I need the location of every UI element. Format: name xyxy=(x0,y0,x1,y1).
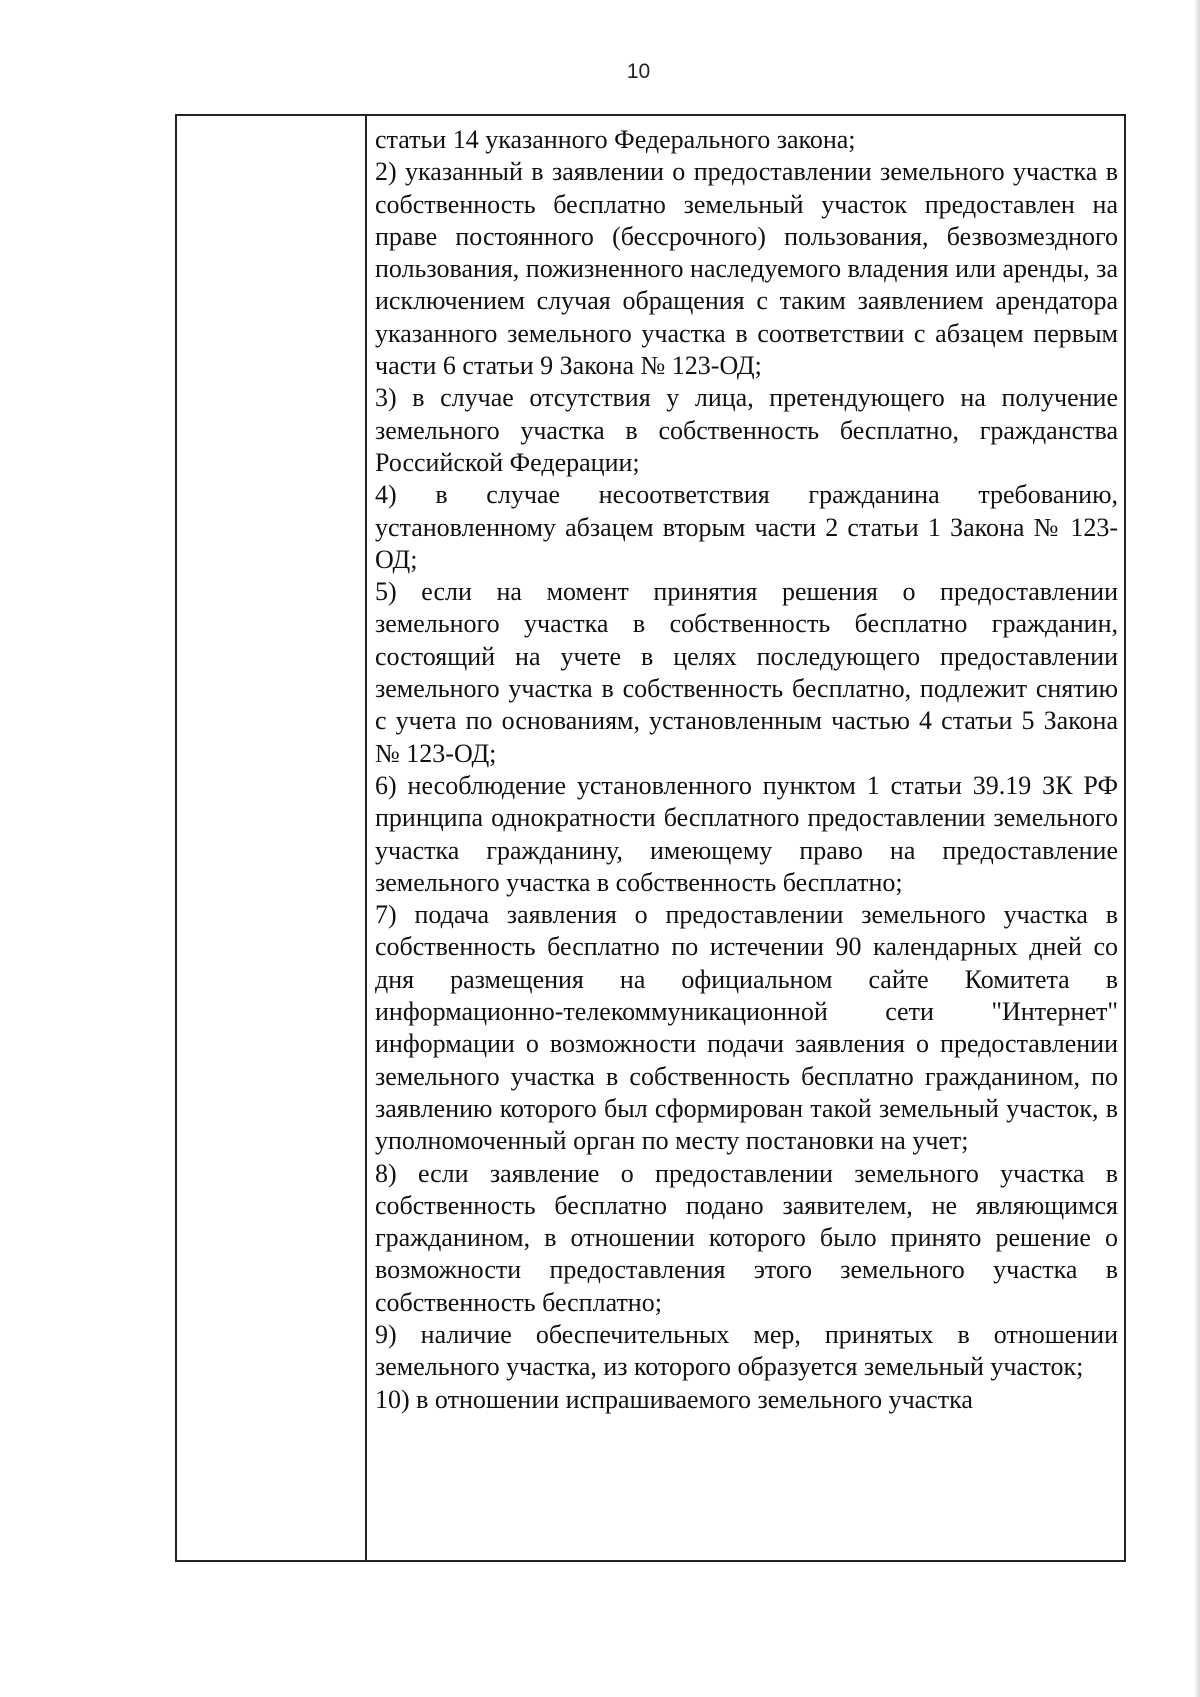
paragraph-item-10: 10) в отношении испрашиваемого земельного участка xyxy=(375,1384,973,1414)
page-number: 10 xyxy=(626,60,651,83)
paragraph-item-6: 6) несоблюдение установленного пунктом 1 статьи 39.19 ЗК РФ принципа однократности бесплатного предоставлении земельного участка гражданину, имеющему право на предоставление земельного участка в собственность бесплатно; xyxy=(375,770,1118,897)
document-table xyxy=(175,114,1126,1562)
paragraph-item-7: 7) подача заявления о предоставлении земельного участка в собственность бесплатно по истечении 90 календарных дней со дня размещения на официальном сайте Комитета в информационно-телекоммуникационной сети "Интернет" информации о возможности подачи заявления о предоставлении земельного участка в собственность бесплатно гражданином, по заявлению которого был сформирован такой земельный участок, в уполномоченный орган по месту постановки на учет; xyxy=(375,900,1118,1156)
paragraph-continuation: статьи 14 указанного Федерального закона; xyxy=(375,125,856,154)
paragraph-item-5: 5) если на момент принятия решения о предоставлении земельного участка в собственность бесплатно гражданин, состоящий на учете в целях последующего предоставлении земельного участка в собственность бесплатно, подлежит снятию с учета по основаниям, установленным частью 4 статьи 5 Закона № 123-ОД; xyxy=(375,577,1118,768)
paragraph-item-8: 8) если заявление о предоставлении земельного участка в собственность бесплатно подано заявителем, не являющимся гражданином, в отношении которого было принято решение о возможности предоставления этого земельного участка в собственность бесплатно; xyxy=(375,1158,1118,1317)
table-left-cell xyxy=(177,116,367,1560)
paragraph-item-2: 2) указанный в заявлении о предоставлении земельного участка в собственность бесплатно земельный участок предоставлен на праве постоянного (бессрочного) пользования, безвозмездного пользования, пожизненного наследуемого владения или аренды, за исключением случая обращения с таким заявлением арендатора указанного земельного участка в соответствии с абзацем первым части 6 статьи 9 Закона № 123-ОД; xyxy=(375,157,1118,381)
paragraph-item-4: 4) в случае несоответствия гражданина требованию, установленному абзацем вторым части 2 статьи 1 Закона № 123-ОД; xyxy=(375,480,1118,574)
table-right-cell xyxy=(367,116,1124,1560)
paragraph-item-9: 9) наличие обеспечительных мер, принятых в отношении земельного участка, из которого образуется земельный участок; xyxy=(375,1319,1118,1382)
paragraph-item-3: 3) в случае отсутствия у лица, претендующего на получение земельного участка в собственность бесплатно, гражданства Российской Федерации; xyxy=(375,383,1118,477)
page-edge-shadow xyxy=(1194,0,1200,1697)
